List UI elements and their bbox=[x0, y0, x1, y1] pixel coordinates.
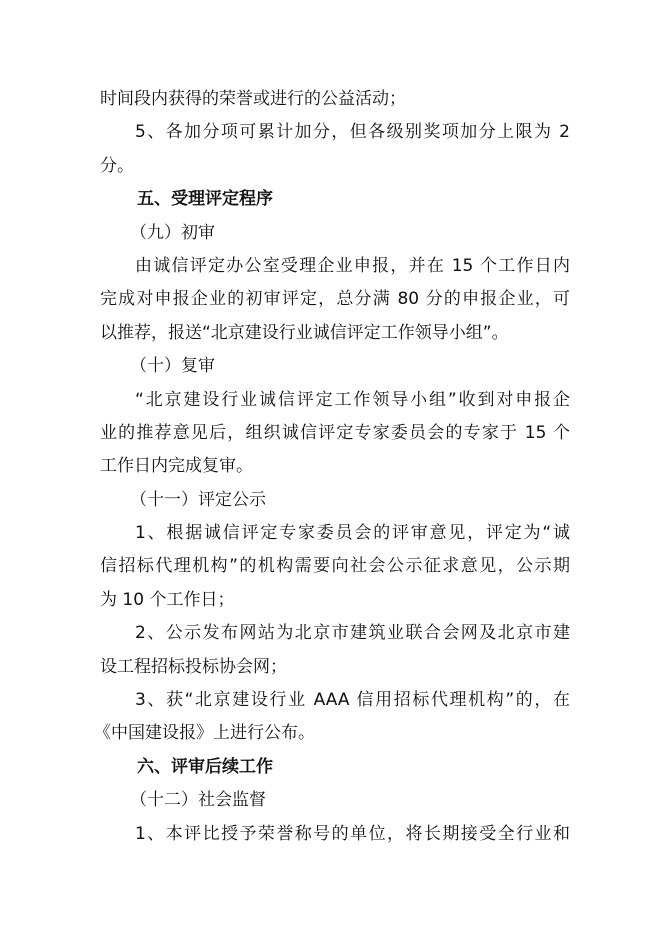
document-page bbox=[94, 83, 570, 851]
section-heading: 五、受理评定程序 bbox=[137, 189, 273, 210]
paragraph-line: 为 10 个工作日； bbox=[100, 589, 235, 610]
subsection-heading: （十）复审 bbox=[130, 356, 215, 377]
paragraph-line: 1、本评比授予荣誉称号的单位，将长期接受全行业和 bbox=[135, 823, 570, 844]
paragraph-line: 工作日内完成复审。 bbox=[100, 456, 253, 477]
paragraph-line: 3、获“北京建设行业 AAA 信用招标代理机构”的，在 bbox=[135, 690, 570, 711]
subsection-heading: （十二）社会监督 bbox=[130, 790, 266, 811]
paragraph-line: 5、各加分项可累计加分，但各级别奖项加分上限为 2 bbox=[135, 122, 570, 143]
paragraph-line: 以推荐，报送“北京建设行业诚信评定工作领导小组”。 bbox=[100, 322, 509, 343]
paragraph-line: “北京建设行业诚信评定工作领导小组”收到对申报企 bbox=[135, 389, 570, 410]
paragraph-line: 1、根据诚信评定专家委员会的评审意见，评定为“诚 bbox=[135, 523, 570, 544]
paragraph-line: 2、公示发布网站为北京市建筑业联合会网及北京市建 bbox=[135, 623, 570, 644]
paragraph-line: 信招标代理机构”的机构需要向社会公示征求意见，公示期 bbox=[100, 556, 570, 577]
paragraph-line: 业的推荐意见后，组织诚信评定专家委员会的专家于 15 个 bbox=[100, 422, 570, 443]
subsection-heading: （九）初审 bbox=[130, 222, 215, 243]
paragraph-line: 分。 bbox=[100, 155, 134, 176]
paragraph-line: 设工程招标投标协会网； bbox=[100, 656, 287, 677]
section-heading: 六、评审后续工作 bbox=[137, 756, 273, 777]
subsection-heading: （十一）评定公示 bbox=[130, 489, 266, 510]
paragraph-line: 完成对申报企业的初审评定，总分满 80 分的申报企业，可 bbox=[100, 289, 570, 310]
paragraph-line: 时间段内获得的荣誉或进行的公益活动； bbox=[100, 89, 406, 109]
paragraph-line: 《中国建设报》上进行公布。 bbox=[94, 723, 315, 744]
paragraph-line: 由诚信评定办公室受理企业申报，并在 15 个工作日内 bbox=[135, 255, 570, 276]
